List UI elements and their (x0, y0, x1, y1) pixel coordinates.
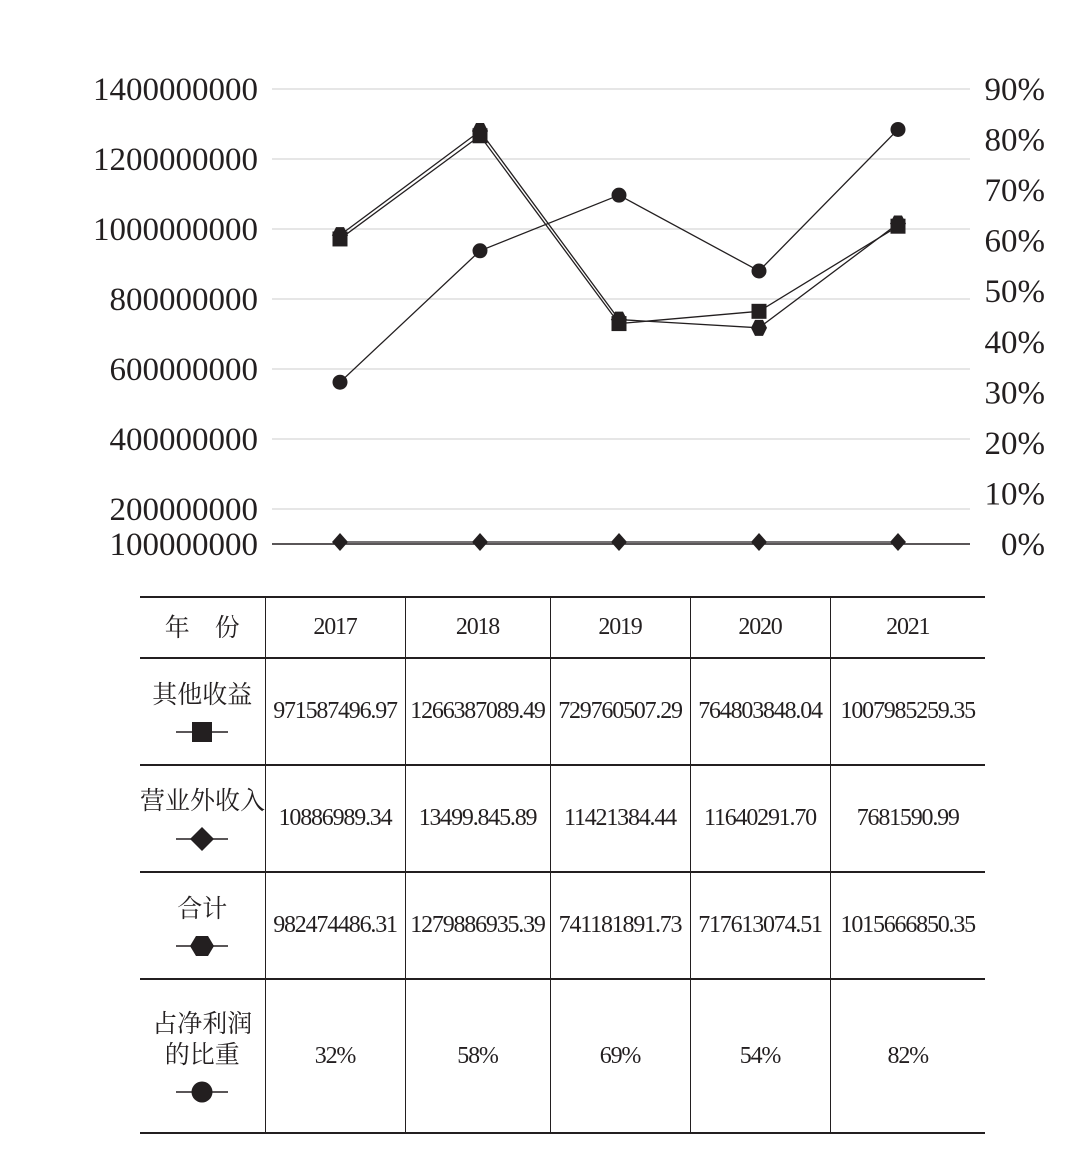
diamond-marker (332, 533, 348, 551)
hexagon-legend-icon (174, 934, 230, 958)
diamond-marker (751, 533, 767, 551)
s4-line (340, 129, 898, 382)
table-cell: 764803848.04 (690, 658, 830, 765)
right-tick-label: 30% (984, 375, 1045, 412)
table-row (140, 658, 985, 765)
right-tick-label: 10% (984, 476, 1045, 513)
left-tick-label: 400000000 (109, 422, 258, 458)
table-cell: 11640291.70 (690, 765, 830, 872)
row-label-text: 占净利润 (152, 1008, 253, 1038)
year-2018: 2018 (405, 597, 550, 658)
table-cell: 1015666850.35 (830, 872, 985, 979)
left-tick-label: 200000000 (109, 492, 258, 528)
left-tick-label: 1200000000 (93, 142, 258, 178)
circle-legend-icon (174, 1080, 230, 1104)
diamond-marker (611, 533, 627, 551)
year-header: 年 份 (140, 597, 265, 658)
table-row (140, 979, 985, 1133)
diamond-marker (472, 533, 488, 551)
circle-marker (891, 122, 906, 137)
row-label-text: 合计 (177, 893, 228, 923)
circle-marker (752, 264, 767, 279)
circle-marker (333, 375, 348, 390)
data-table (140, 596, 985, 1134)
table-cell: 54% (690, 979, 830, 1133)
table-cell: 69% (550, 979, 690, 1133)
circle-marker (473, 243, 488, 258)
right-tick-label: 90% (984, 72, 1045, 108)
table-cell: 10886989.34 (265, 765, 405, 872)
table-cell: 1266387089.49 (405, 658, 550, 765)
row-label-text: 营业外收入 (140, 785, 265, 815)
year-2021: 2021 (830, 597, 985, 658)
left-tick-label: 1000000000 (93, 212, 258, 248)
table-cell: 32% (265, 979, 405, 1133)
row-label-text: 的比重 (164, 1040, 240, 1069)
diamond-legend-icon (174, 826, 230, 852)
right-axis-ticks (985, 72, 1046, 563)
table-cell: 717613074.51 (690, 872, 830, 979)
left-tick-label: 800000000 (109, 282, 258, 318)
year-2019: 2019 (550, 597, 690, 658)
right-tick-label: 80% (984, 122, 1045, 159)
diamond-marker (890, 533, 906, 551)
left-axis-ticks (93, 72, 258, 563)
table-cell: 1007985259.35 (830, 658, 985, 765)
circle-marker (612, 188, 627, 203)
s1-line (340, 136, 898, 324)
right-tick-label: 70% (984, 173, 1045, 210)
row-label-non-operating-income (140, 765, 265, 872)
hexagon-marker (751, 320, 767, 336)
year-2020: 2020 (690, 597, 830, 658)
table-cell: 729760507.29 (550, 658, 690, 765)
year-2017: 2017 (265, 597, 405, 658)
table-cell: 1279886935.39 (405, 872, 550, 979)
table-cell: 13499.845.89 (405, 765, 550, 872)
table-cell: 7681590.99 (830, 765, 985, 872)
row-label-other-income (140, 658, 265, 765)
table-header-row (140, 597, 985, 658)
right-tick-label: 20% (984, 425, 1045, 462)
right-tick-label: 60% (984, 223, 1045, 260)
table-cell: 82% (830, 979, 985, 1133)
left-tick-label: 600000000 (109, 352, 258, 388)
square-marker (752, 304, 767, 319)
right-tick-label: 0% (1001, 527, 1045, 563)
table-cell: 11421384.44 (550, 765, 690, 872)
square-legend-icon (174, 720, 230, 744)
right-tick-label: 40% (984, 324, 1045, 361)
table-cell: 58% (405, 979, 550, 1133)
table-cell: 971587496.97 (265, 658, 405, 765)
table-row (140, 872, 985, 979)
row-label-text: 其他收益 (152, 679, 253, 709)
left-tick-label: 1400000000 (93, 72, 258, 108)
right-tick-label: 50% (984, 274, 1045, 311)
table-cell: 741181891.73 (550, 872, 690, 979)
left-tick-label: 100000000 (109, 527, 258, 563)
table-row (140, 765, 985, 872)
series-markers (332, 122, 906, 551)
row-label-net-profit-share (140, 979, 265, 1133)
row-label-total (140, 872, 265, 979)
table-cell: 982474486.31 (265, 872, 405, 979)
